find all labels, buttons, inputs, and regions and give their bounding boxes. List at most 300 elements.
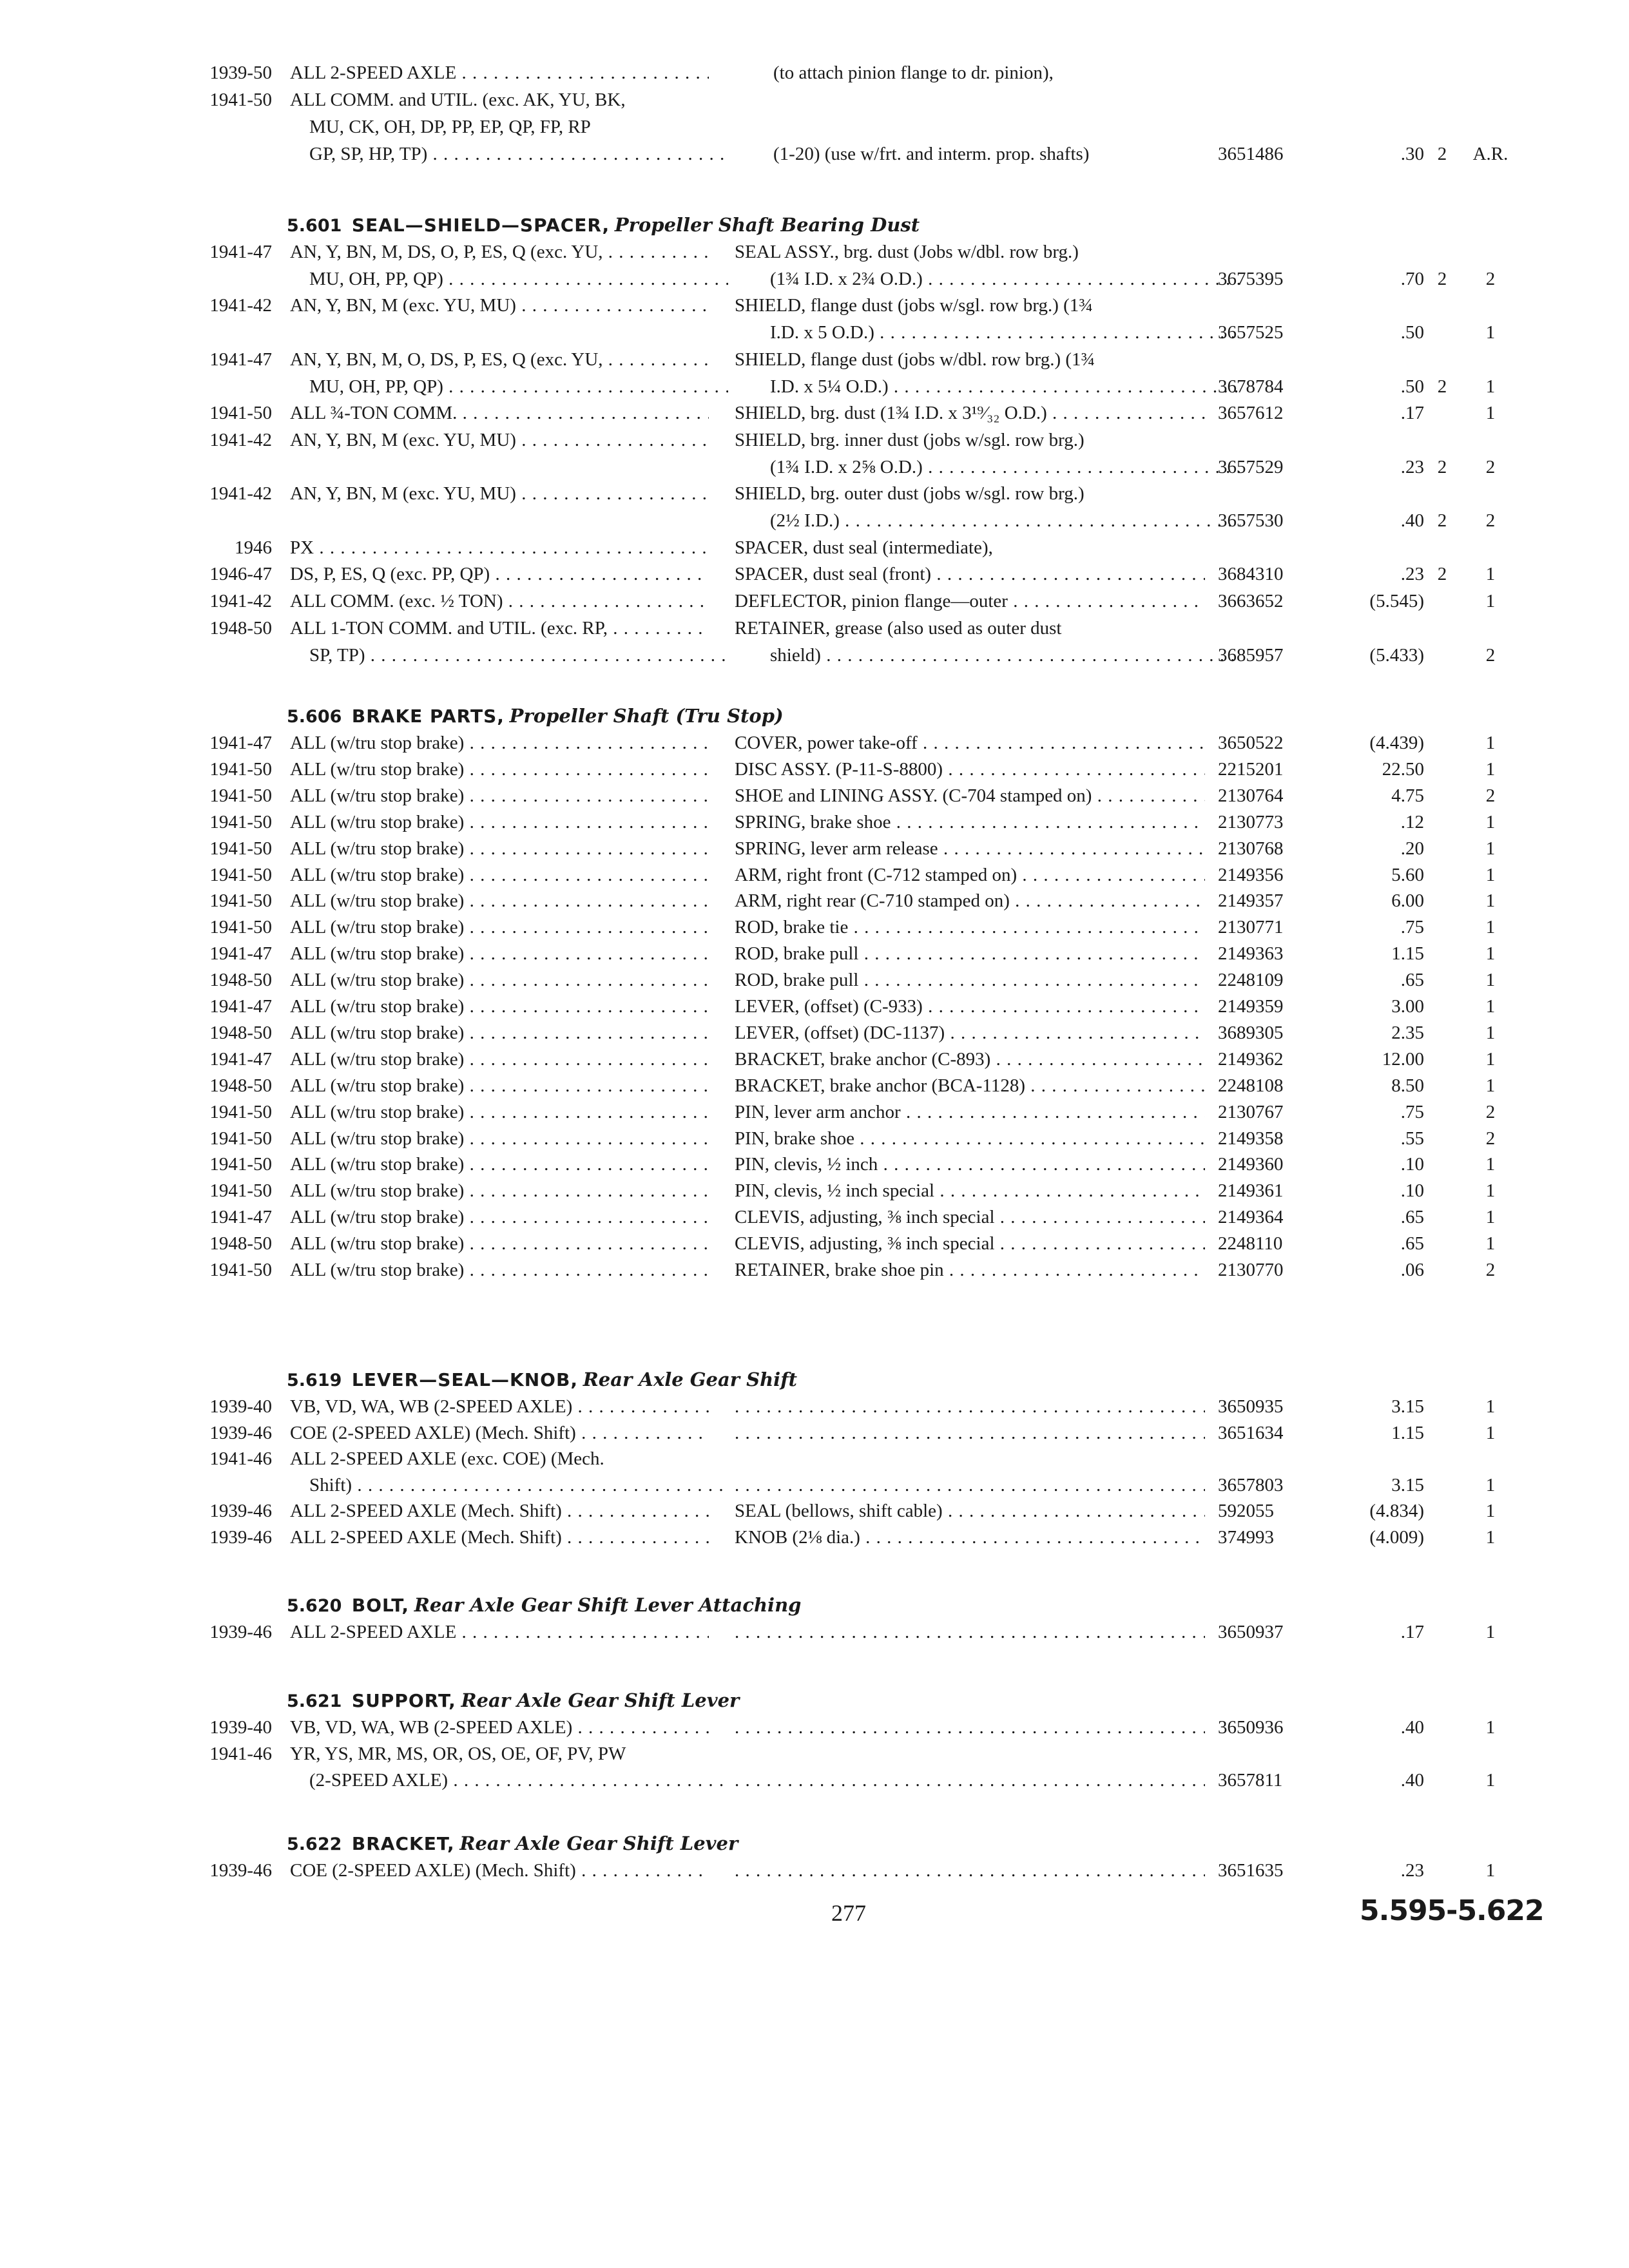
part-number: 3663652 (1218, 591, 1284, 611)
description: (1¾ I.D. x 2¾ O.D.) . . . (735, 265, 1240, 293)
catalog-row (0, 887, 1629, 917)
application: ALL (w/tru stop brake) . . . (290, 993, 709, 1020)
description: ROD, brake pull . . . (735, 940, 1205, 967)
part-number: 3657529 (1218, 457, 1284, 477)
description: COVER, power take-off . . . (735, 729, 1205, 756)
catalog-row (0, 1497, 1629, 1527)
application: ALL (w/tru stop brake) . . . (290, 1151, 709, 1178)
price: 3.15 (1391, 1396, 1424, 1417)
part-number: 3650937 (1218, 1622, 1284, 1642)
qty-b: 2 (1485, 457, 1496, 477)
application: ALL COMM. (exc. ½ TON) . . . (290, 588, 709, 615)
price: (4.009) (1369, 1527, 1424, 1548)
description: PIN, brake shoe . . . (735, 1125, 1205, 1152)
description (735, 1619, 1205, 1646)
application: MU, OH, PP, QP) . . . (290, 373, 728, 400)
part-number: 2130768 (1218, 838, 1284, 859)
description (735, 1472, 1205, 1499)
years: 1941-42 (209, 483, 272, 504)
application: ALL (w/tru stop brake) . . . (290, 1099, 709, 1126)
application: ALL (w/tru stop brake) . . . (290, 1256, 709, 1283)
qty-a: 2 (1437, 510, 1447, 531)
catalog-row (0, 1177, 1629, 1207)
qty-b: 1 (1485, 890, 1496, 911)
price: 8.50 (1391, 1075, 1424, 1096)
part-number: 2248110 (1218, 1233, 1283, 1254)
description: BRACKET, brake anchor (BCA-1128) . . . (735, 1072, 1205, 1099)
description: LEVER, (offset) (DC-1137) . . . (735, 1019, 1205, 1046)
description: RETAINER, grease (also used as outer dust (735, 618, 1062, 639)
catalog-row (0, 373, 1629, 403)
qty-b: 1 (1485, 403, 1496, 423)
qty-b: 1 (1485, 1622, 1496, 1642)
qty-b: 2 (1485, 645, 1496, 666)
description: BRACKET, brake anchor (C-893) . . . (735, 1046, 1205, 1073)
description: KNOB (2⅛ dia.) . . . (735, 1524, 1205, 1551)
description: I.D. x 5¼ O.D.) . . . (735, 373, 1240, 400)
part-number: 2149361 (1218, 1180, 1284, 1201)
section-heading-5-620 (287, 1591, 801, 1620)
section-subtitle: Rear Axle Gear Shift Lever Attaching (414, 1594, 802, 1616)
catalog-row (0, 1524, 1629, 1553)
price: (4.834) (1369, 1501, 1424, 1521)
section-subtitle: Propeller Shaft (Tru Stop) (509, 705, 784, 727)
catalog-row (0, 140, 1629, 170)
description (735, 1767, 1205, 1794)
price: .55 (1400, 1128, 1424, 1149)
qty-b: 1 (1485, 1501, 1496, 1521)
qty-b: 1 (1485, 1717, 1496, 1738)
price: 6.00 (1391, 890, 1424, 911)
page-number: 277 (831, 1900, 866, 1926)
application: ALL (w/tru stop brake) . . . (290, 756, 709, 783)
application: VB, VD, WA, WB (2-SPEED AXLE) . . . (290, 1714, 709, 1741)
years: 1941-42 (209, 430, 272, 450)
years: 1948-50 (209, 1023, 272, 1043)
years: 1941-47 (209, 943, 272, 964)
part-number: 3650936 (1218, 1717, 1284, 1738)
description: SHIELD, flange dust (jobs w/sgl. row brg.) (1¾ (735, 295, 1094, 316)
part-number: 3650522 (1218, 733, 1284, 753)
qty-b: 1 (1485, 1475, 1496, 1495)
part-number: 2248109 (1218, 970, 1284, 990)
years: 1941-47 (209, 1049, 272, 1070)
section-title: SUPPORT, (351, 1690, 456, 1711)
part-number: 3657530 (1218, 510, 1284, 531)
part-number: 2149359 (1218, 996, 1284, 1017)
application: ALL (w/tru stop brake) . . . (290, 861, 709, 889)
qty-b: 1 (1485, 865, 1496, 885)
price: 3.00 (1391, 996, 1424, 1017)
description: shield) . . . (735, 642, 1240, 669)
price: 12.00 (1382, 1049, 1424, 1070)
description: ARM, right front (C-712 stamped on) . . . (735, 861, 1205, 889)
qty-b: 1 (1485, 1860, 1496, 1881)
years: 1941-50 (209, 759, 272, 780)
catalog-row (0, 1204, 1629, 1233)
description: SEAL ASSY., brg. dust (Jobs w/dbl. row brg.) (735, 242, 1079, 262)
application: MU, CK, OH, DP, PP, EP, QP, FP, RP (309, 117, 591, 137)
price: .30 (1400, 144, 1424, 164)
description: (1-20) (use w/frt. and interm. prop. shafts) (773, 144, 1090, 164)
application: DS, P, ES, Q (exc. PP, QP) . . . (290, 561, 709, 588)
part-number: 3657525 (1218, 322, 1284, 343)
description: I.D. x 5 O.D.) . . . (735, 319, 1240, 346)
price: .75 (1400, 1102, 1424, 1122)
qty-b: 1 (1485, 996, 1496, 1017)
price: 22.50 (1382, 759, 1424, 780)
application: MU, OH, PP, QP) . . . (290, 265, 728, 293)
catalog-row (0, 1256, 1629, 1286)
price: .65 (1400, 1207, 1424, 1227)
application: ALL 2-SPEED AXLE . . . (290, 1619, 709, 1646)
section-number: 5.606 (287, 707, 342, 727)
description: PIN, clevis, ½ inch special . . . (735, 1177, 1205, 1204)
catalog-row (0, 238, 1629, 268)
part-number: 3651486 (1218, 144, 1284, 164)
application: AN, Y, BN, M (exc. YU, MU) . . . (290, 292, 709, 319)
section-subtitle: Rear Axle Gear Shift Lever (459, 1832, 738, 1854)
section-heading-5-606 (287, 702, 784, 731)
description (735, 1419, 1205, 1446)
years: 1941-50 (209, 403, 272, 423)
qty-b: 1 (1485, 759, 1496, 780)
description: SHIELD, flange dust (jobs w/dbl. row brg.) (1¾ (735, 349, 1095, 370)
qty-b: 2 (1485, 269, 1496, 289)
price: .23 (1400, 564, 1424, 584)
description: SHIELD, brg. inner dust (jobs w/sgl. row brg.) (735, 430, 1084, 450)
catalog-row (0, 1767, 1629, 1796)
qty-b: 1 (1485, 322, 1496, 343)
application: Shift) . . . (290, 1472, 728, 1499)
section-heading-5-601 (287, 211, 920, 240)
catalog-row (0, 346, 1629, 376)
years: 1939-46 (209, 1622, 272, 1642)
description (735, 1393, 1205, 1420)
catalog-row (0, 319, 1629, 349)
application: (2-SPEED AXLE) . . . (290, 1767, 728, 1794)
section-number: 5.622 (287, 1834, 342, 1854)
application: COE (2-SPEED AXLE) (Mech. Shift) . . . (290, 1419, 709, 1446)
years: 1941-50 (209, 90, 272, 110)
application: ALL 2-SPEED AXLE (Mech. Shift) . . . (290, 1524, 709, 1551)
qty-b: 1 (1485, 1049, 1496, 1070)
catalog-row (0, 729, 1629, 759)
page-range: 5.595-5.622 (1360, 1894, 1544, 1927)
section-title: BRACKET, (351, 1833, 455, 1854)
catalog-row (0, 966, 1629, 996)
application: ALL (w/tru stop brake) . . . (290, 835, 709, 862)
catalog-row (0, 1393, 1629, 1423)
description: LEVER, (offset) (C-933) . . . (735, 993, 1205, 1020)
part-number: 592055 (1218, 1501, 1274, 1521)
section-number: 5.620 (287, 1596, 342, 1616)
qty-b: 1 (1485, 1154, 1496, 1175)
part-number: 2130771 (1218, 917, 1284, 937)
years: 1941-50 (209, 890, 272, 911)
qty-b: 1 (1485, 838, 1496, 859)
qty-b: 1 (1485, 1770, 1496, 1791)
description: SHOE and LINING ASSY. (C-704 stamped on) . . . (735, 782, 1205, 809)
years: 1941-50 (209, 785, 272, 806)
years: 1948-50 (209, 618, 272, 639)
description (735, 1714, 1205, 1741)
price: .17 (1400, 403, 1424, 423)
price: 2.35 (1391, 1023, 1424, 1043)
qty-b: 1 (1485, 1527, 1496, 1548)
part-number: 2215201 (1218, 759, 1284, 780)
years: 1941-50 (209, 1180, 272, 1201)
description: (2½ I.D.) . . . (735, 507, 1240, 534)
application: ALL 1-TON COMM. and UTIL. (exc. RP, . . . (290, 615, 709, 642)
part-number: 3657612 (1218, 403, 1284, 423)
section-subtitle: Rear Axle Gear Shift Lever (461, 1689, 740, 1711)
description: CLEVIS, adjusting, ⅜ inch special . . . (735, 1230, 1205, 1257)
application: VB, VD, WA, WB (2-SPEED AXLE) . . . (290, 1393, 709, 1420)
catalog-row (0, 615, 1629, 644)
years: 1948-50 (209, 1075, 272, 1096)
description: RETAINER, brake shoe pin . . . (735, 1256, 1205, 1283)
part-number: 2130764 (1218, 785, 1284, 806)
part-number: 3657803 (1218, 1475, 1284, 1495)
price: 5.60 (1391, 865, 1424, 885)
application: ALL (w/tru stop brake) . . . (290, 782, 709, 809)
years: 1941-50 (209, 865, 272, 885)
application: ALL (w/tru stop brake) . . . (290, 1072, 709, 1099)
price: (5.545) (1369, 591, 1424, 611)
application: ALL (w/tru stop brake) . . . (290, 914, 709, 941)
catalog-row (0, 940, 1629, 970)
catalog-row (0, 561, 1629, 590)
application: ALL (w/tru stop brake) . . . (290, 887, 709, 914)
application: AN, Y, BN, M, O, DS, P, ES, Q (exc. YU, . . . (290, 346, 709, 373)
years: 1939-46 (209, 1501, 272, 1521)
qty-b: 1 (1485, 1075, 1496, 1096)
application: ALL (w/tru stop brake) . . . (290, 729, 709, 756)
price: 1.15 (1391, 943, 1424, 964)
description: DISC ASSY. (P-11-S-8800) . . . (735, 756, 1205, 783)
years: 1941-46 (209, 1448, 272, 1469)
catalog-row (0, 1072, 1629, 1102)
part-number: 2130773 (1218, 812, 1284, 832)
years: 1941-50 (209, 838, 272, 859)
qty-b: 1 (1485, 812, 1496, 832)
catalog-row (0, 1151, 1629, 1180)
description: PIN, clevis, ½ inch . . . (735, 1151, 1205, 1178)
catalog-row (0, 1619, 1629, 1648)
application: ALL (w/tru stop brake) . . . (290, 1125, 709, 1152)
catalog-row (0, 993, 1629, 1023)
section-heading-5-622 (287, 1830, 738, 1858)
description: ROD, brake tie . . . (735, 914, 1205, 941)
qty-b: 2 (1485, 1260, 1496, 1280)
description: SPRING, brake shoe . . . (735, 809, 1205, 836)
part-number: 3650935 (1218, 1396, 1284, 1417)
section-title: SEAL—SHIELD—SPACER, (351, 215, 610, 236)
qty-b: 1 (1485, 1423, 1496, 1443)
catalog-row (0, 914, 1629, 943)
price: 4.75 (1391, 785, 1424, 806)
part-number: 3678784 (1218, 376, 1284, 397)
price: .65 (1400, 1233, 1424, 1254)
price: .40 (1400, 1717, 1424, 1738)
part-number: 2149364 (1218, 1207, 1284, 1227)
price: .23 (1400, 457, 1424, 477)
years: 1941-47 (209, 1207, 272, 1227)
qty-a: 2 (1437, 144, 1447, 164)
catalog-row (0, 1740, 1629, 1770)
price: .10 (1400, 1180, 1424, 1201)
description: (1¾ I.D. x 2⅝ O.D.) . . . (735, 454, 1240, 481)
qty-b: 1 (1485, 917, 1496, 937)
part-number: 2149360 (1218, 1154, 1284, 1175)
part-number: 2248108 (1218, 1075, 1284, 1096)
qty-b: 2 (1485, 785, 1496, 806)
application: GP, SP, HP, TP) . . . (290, 140, 728, 168)
years: 1946 (235, 537, 272, 558)
qty-b: 1 (1485, 376, 1496, 397)
description: DEFLECTOR, pinion flange—outer . . . (735, 588, 1205, 615)
years: 1939-50 (209, 62, 272, 83)
application: ALL (w/tru stop brake) . . . (290, 1230, 709, 1257)
application: ALL (w/tru stop brake) . . . (290, 1019, 709, 1046)
qty-a: 2 (1437, 376, 1447, 397)
qty-b: 1 (1485, 970, 1496, 990)
application: ALL 2-SPEED AXLE (exc. COE) (Mech. (290, 1448, 604, 1469)
price: (5.433) (1369, 645, 1424, 666)
years: 1941-50 (209, 917, 272, 937)
years: 1941-42 (209, 295, 272, 316)
application: ALL (w/tru stop brake) . . . (290, 809, 709, 836)
years: 1941-50 (209, 1102, 272, 1122)
catalog-row (0, 642, 1629, 671)
part-number: 2149358 (1218, 1128, 1284, 1149)
price: .50 (1400, 322, 1424, 343)
price: .10 (1400, 1154, 1424, 1175)
application: ALL (w/tru stop brake) . . . (290, 1204, 709, 1231)
catalog-row (0, 1099, 1629, 1128)
description: SHIELD, brg. outer dust (jobs w/sgl. row brg.) (735, 483, 1084, 504)
years: 1941-42 (209, 591, 272, 611)
price: 3.15 (1391, 1475, 1424, 1495)
section-title: BRAKE PARTS, (351, 706, 505, 727)
description: SPRING, lever arm release . . . (735, 835, 1205, 862)
years: 1948-50 (209, 970, 272, 990)
catalog-row (0, 1230, 1629, 1260)
part-number: 3657811 (1218, 1770, 1283, 1791)
catalog-row (0, 534, 1629, 564)
years: 1939-46 (209, 1860, 272, 1881)
catalog-row (0, 480, 1629, 510)
catalog-row (0, 1019, 1629, 1049)
price: .75 (1400, 917, 1424, 937)
part-number: 3675395 (1218, 269, 1284, 289)
years: 1941-50 (209, 1128, 272, 1149)
description: SPACER, dust seal (front) . . . (735, 561, 1205, 588)
description: SEAL (bellows, shift cable) . . . (735, 1497, 1205, 1524)
qty-b: 1 (1485, 1207, 1496, 1227)
description: SPACER, dust seal (intermediate), (735, 537, 993, 558)
qty-b: 1 (1485, 733, 1496, 753)
qty-a: 2 (1437, 564, 1447, 584)
years: 1939-46 (209, 1423, 272, 1443)
application: ALL (w/tru stop brake) . . . (290, 1046, 709, 1073)
application: AN, Y, BN, M (exc. YU, MU) . . . (290, 480, 709, 507)
years: 1939-46 (209, 1527, 272, 1548)
part-number: 2130770 (1218, 1260, 1284, 1280)
qty-b: 1 (1485, 1233, 1496, 1254)
part-number: 2149363 (1218, 943, 1284, 964)
section-number: 5.621 (287, 1691, 342, 1711)
qty-b: 2 (1485, 1128, 1496, 1149)
part-number: 2130767 (1218, 1102, 1284, 1122)
application: AN, Y, BN, M, DS, O, P, ES, Q (exc. YU, . . . (290, 238, 709, 265)
price: (4.439) (1369, 733, 1424, 753)
price: .40 (1400, 1770, 1424, 1791)
catalog-row (0, 113, 1629, 143)
description (735, 1857, 1205, 1884)
description: SHIELD, brg. dust (1¾ I.D. x 3¹⁹⁄₃₂ O.D.) . . . (735, 399, 1205, 427)
catalog-row (0, 835, 1629, 865)
application: ALL (w/tru stop brake) . . . (290, 940, 709, 967)
application: YR, YS, MR, MS, OR, OS, OE, OF, PV, PW (290, 1744, 626, 1764)
catalog-row (0, 588, 1629, 617)
years: 1941-50 (209, 812, 272, 832)
years: 1939-40 (209, 1717, 272, 1738)
years: 1941-47 (209, 733, 272, 753)
application: ALL ¾-TON COMM. . . . (290, 399, 709, 427)
catalog-row (0, 265, 1629, 295)
price: .70 (1400, 269, 1424, 289)
part-number: 3685957 (1218, 645, 1284, 666)
application: PX . . . (290, 534, 709, 561)
qty-b: 1 (1485, 1396, 1496, 1417)
application: ALL (w/tru stop brake) . . . (290, 1177, 709, 1204)
qty-b: 1 (1485, 1023, 1496, 1043)
section-title: LEVER—SEAL—KNOB, (351, 1369, 578, 1390)
application: ALL (w/tru stop brake) . . . (290, 966, 709, 994)
catalog-row (0, 1857, 1629, 1887)
part-number: 3689305 (1218, 1023, 1284, 1043)
application: ALL 2-SPEED AXLE . . . (290, 59, 709, 86)
catalog-row (0, 1445, 1629, 1475)
price: .40 (1400, 510, 1424, 531)
part-number: 2149362 (1218, 1049, 1284, 1070)
section-heading-5-619 (287, 1366, 797, 1394)
catalog-row (0, 399, 1629, 429)
qty-b: 2 (1485, 510, 1496, 531)
part-number: 3684310 (1218, 564, 1284, 584)
section-subtitle: Propeller Shaft Bearing Dust (614, 214, 920, 236)
years: 1941-46 (209, 1744, 272, 1764)
part-number: 3651635 (1218, 1860, 1284, 1881)
catalog-row (0, 427, 1629, 456)
catalog-row (0, 809, 1629, 838)
qty-a: 2 (1437, 457, 1447, 477)
catalog-row (0, 1714, 1629, 1744)
part-number: 3651634 (1218, 1423, 1284, 1443)
years: 1941-47 (209, 242, 272, 262)
price: .12 (1400, 812, 1424, 832)
application: SP, TP) . . . (290, 642, 728, 669)
application: ALL COMM. and UTIL. (exc. AK, YU, BK, (290, 90, 626, 110)
section-number: 5.601 (287, 216, 342, 236)
catalog-row (0, 507, 1629, 537)
price: .23 (1400, 1860, 1424, 1881)
application: ALL 2-SPEED AXLE (Mech. Shift) . . . (290, 1497, 709, 1524)
description: (to attach pinion flange to dr. pinion), (773, 62, 1054, 83)
catalog-row (0, 756, 1629, 785)
